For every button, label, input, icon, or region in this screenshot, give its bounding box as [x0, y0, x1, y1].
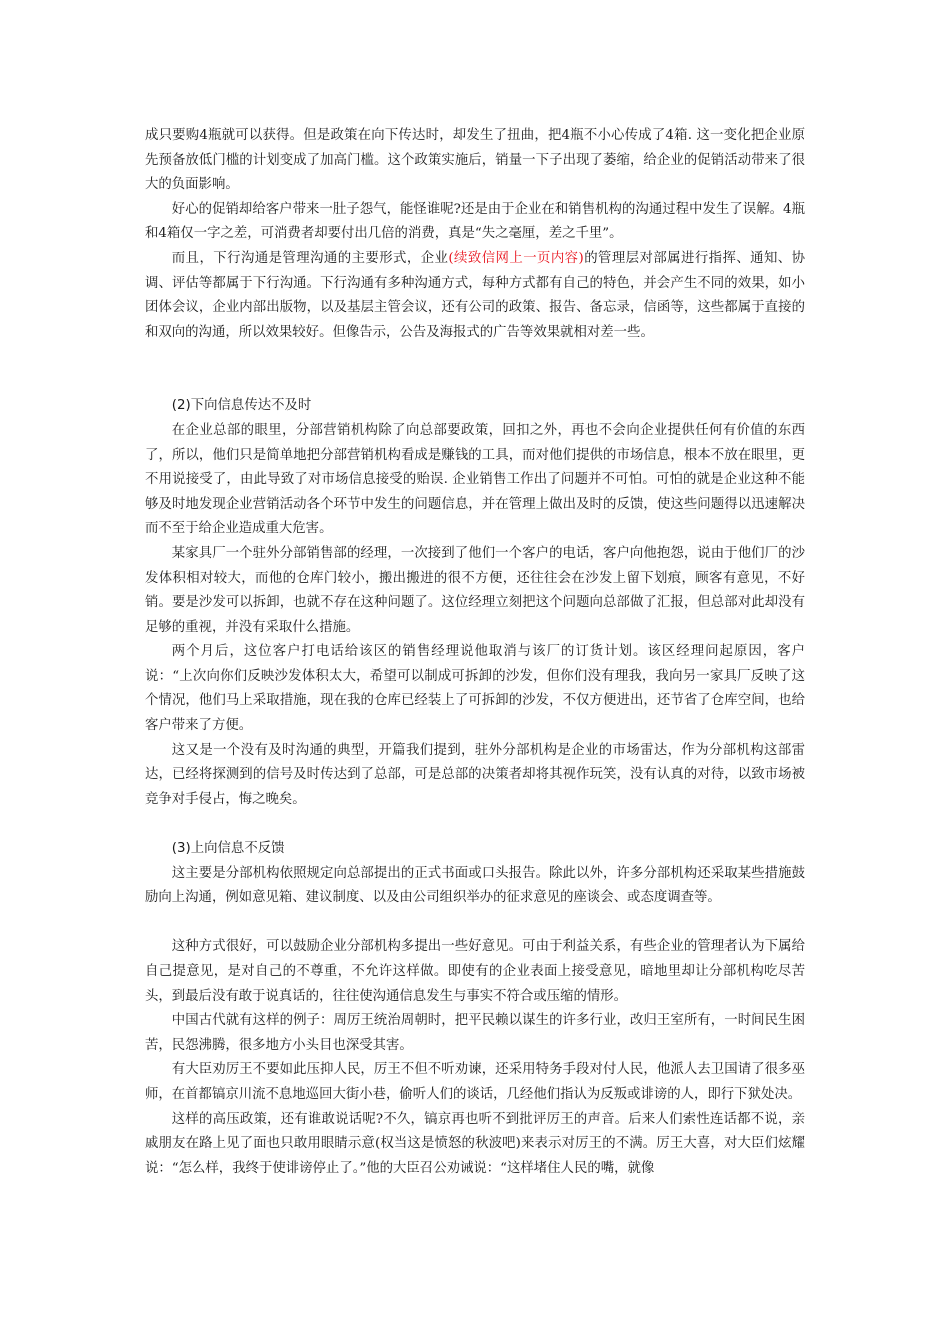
paragraph-5: 某家具厂一个驻外分部销售部的经理，一次接到了他们一个客户的电话，客户向他抱怨，说由于他们厂的沙发体积相对较大，而他的仓库门较小，搬出搬进的很不方便，还往往会在沙发上留下划痕，顾客有意见，不好销。要是沙发可以拆卸，也就不存在这种问题了。这位经理立刻把这个问题向总部做了汇报，但总部对此却没有足够的重视，并没有采取什么措施。	[145, 545, 805, 635]
continued-notice: (续致信网上一页内容)	[448, 250, 584, 266]
spacer	[145, 345, 805, 394]
paragraph-6: 两个月后，这位客户打电话给该区的销售经理说他取消与该厂的订货计划。该区经理问起原因，客户说：“上次向你们反映沙发体积太大，希望可以制成可拆卸的沙发，但你们没有理我，我向另一家具厂反映了这个情况，他们马上采取措施，现在我的仓库已经装上了可拆卸的沙发，不仅方便进出，还节省了仓库空间，也给客户带来了方便。	[145, 644, 805, 734]
paragraph-12: 这样的高压政策，还有谁敢说话呢?不久，镐京再也听不到批评厉王的声音。后来人们索性连话都不说，亲戚朋友在路上见了面也只敢用眼睛示意(权当这是愤怒的秋波吧)来表示对厉王的不满。厉王大喜，对大臣们炫耀说：“怎么样，我终于使诽谤停止了。”他的大臣召公劝诫说：“这样堵住人民的嘴，就像	[145, 1111, 805, 1176]
spacer	[145, 911, 805, 936]
paragraph-3-start: 而且，下行沟通是管理沟通的主要形式，企业	[171, 250, 449, 266]
paragraph-1: 成只要购4瓶就可以获得。但是政策在向下传达时，却发生了扭曲，把4瓶不小心传成了4箱. 这一变化把企业原先预备放低门槛的计划变成了加高门槛。这个政策实施后，销量一下子出现了萎缩，给企业的促销活动带来了很大的负面影响。	[145, 128, 805, 193]
document-body	[145, 124, 805, 1181]
section-heading-3: (3)上向信息不反馈	[171, 841, 285, 857]
spacer	[145, 812, 805, 837]
paragraph-3-end: 的管理层对部属进行指挥、通知、协调、评估等都属于下行沟通。下行沟通有多种沟通方式，每种方式都有自己的特色，并会产生不同的效果，如小团体会议，企业内部出版物，以及基层主管会议，还有公司的政策、报告、备忘录，信函等，这些都属于直接的和双向的沟通，所以效果较好。但像告示，公告及海报式的广告等效果就相对差一些。	[145, 250, 806, 340]
paragraph-2: 好心的促销却给客户带来一肚子怨气，能怪谁呢?还是由于企业在和销售机构的沟通过程中发生了误解。4瓶和4箱仅一字之差，可消费者却要付出几倍的消费，真是“失之毫厘，差之千里”。	[145, 201, 805, 242]
paragraph-4: 在企业总部的眼里，分部营销机构除了向总部要政策，回扣之外，再也不会向企业提供任何有价值的东西了，所以，他们只是简单地把分部营销机构看成是赚钱的工具，而对他们提供的市场信息，根本不放在眼里，更不用说接受了，由此导致了对市场信息接受的贻误. 企业销售工作出了问题并不可怕。可怕的就是企业这种不能够及时地发现企业营销活动各个环节中发生的问题信息，并在管理上做出及时的反馈，使这些问题得以迅速解决而不至于给企业造成重大危害。	[145, 422, 805, 537]
section-heading-2: (2)下向信息传达不及时	[171, 398, 312, 414]
paragraph-10: 中国古代就有这样的例子：周厉王统治周朝时，把平民赖以谋生的许多行业，改归王室所有，一时间民生困苦，民怨沸腾，很多地方小头目也深受其害。	[145, 1013, 805, 1053]
paragraph-7: 这又是一个没有及时沟通的典型，开篇我们提到，驻外分部机构是企业的市场雷达，作为分部机构这部雷达，已经将探测到的信号及时传达到了总部，可是总部的决策者却将其视作玩笑，没有认真的对待，以致市场被竞争对手侵占，悔之晚矣。	[145, 742, 805, 807]
paragraph-11: 有大臣劝厉王不要如此压抑人民，厉王不但不听劝谏，还采用特务手段对付人民，他派人去卫国请了很多巫师，在首都镐京川流不息地巡回大街小巷，偷听人们的谈话，几经他们指认为反叛或诽谤的人，即行下狱处决。	[145, 1062, 805, 1102]
paragraph-3	[145, 247, 805, 345]
paragraph-8: 这主要是分部机构依照规定向总部提出的正式书面或口头报告。除此以外，许多分部机构还采取某些措施鼓励向上沟通，例如意见箱、建议制度、以及由公司组织举办的征求意见的座谈会、或态度调查等。	[145, 865, 805, 906]
paragraph-9: 这种方式很好，可以鼓励企业分部机构多提出一些好意见。可由于利益关系，有些企业的管理者认为下属给自己提意见，是对自己的不尊重，不允许这样做。即使有的企业表面上接受意见，暗地里却让分部机构吃尽苦头，到最后没有敢于说真话的，往往使沟通信息发生与事实不符合或压缩的情形。	[145, 939, 805, 1004]
